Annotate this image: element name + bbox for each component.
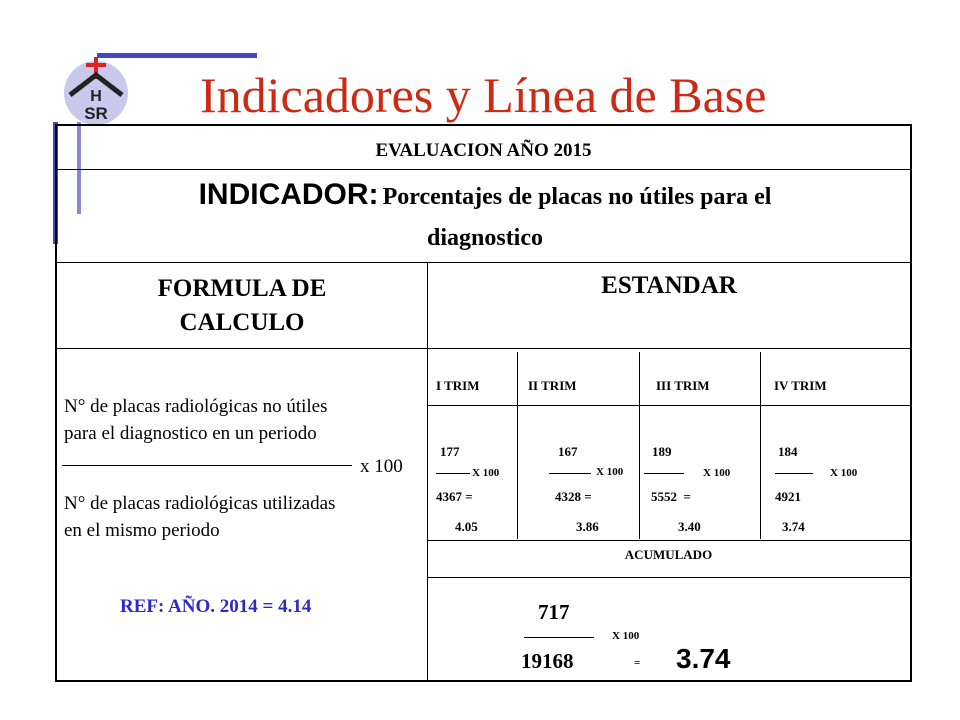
formula-numerator-line2: para el diagnostico en un periodo: [64, 423, 317, 444]
q2-fraction-line: [549, 473, 591, 474]
quarter-divider: [639, 352, 640, 539]
q3-numerator: 189: [652, 444, 672, 459]
quarter-label-1: I TRIM: [436, 378, 480, 393]
accumulated-multiplier: X 100: [612, 630, 640, 642]
page-title: Indicadores y Línea de Base: [200, 67, 767, 123]
accumulated-result: 3.74: [676, 643, 731, 674]
q4-numerator: 184: [778, 444, 798, 459]
formula-numerator-line1: N° de placas radiológicas no útiles: [64, 396, 328, 417]
q2-multiplier: X 100: [596, 466, 624, 478]
column-header-standard: ESTANDAR: [601, 272, 737, 299]
accumulated-label: ACUMULADO: [624, 547, 713, 562]
divider: [57, 262, 910, 263]
formula-fraction-line: [62, 465, 352, 466]
q1-numerator: 177: [440, 444, 460, 459]
divider: [427, 405, 910, 406]
divider: [427, 577, 910, 578]
quarter-label-3: III TRIM: [656, 378, 710, 393]
column-header-formula: [57, 272, 427, 340]
q1-fraction-line: [436, 473, 470, 474]
quarter-label-4: IV TRIM: [774, 378, 827, 393]
accumulated-fraction-line: [524, 637, 594, 638]
quarter-label-2: II TRIM: [528, 378, 577, 393]
evaluation-year: EVALUACION AÑO 2015: [375, 140, 592, 161]
q2-numerator: 167: [558, 444, 578, 459]
divider: [427, 540, 910, 541]
svg-text:SR: SR: [84, 104, 108, 123]
q3-multiplier: X 100: [703, 467, 731, 479]
q1-denominator: 4367 =: [436, 489, 473, 504]
column-divider: [427, 262, 428, 680]
q4-denominator: 4921: [775, 489, 801, 504]
quarter-divider: [760, 352, 761, 539]
indicator-heading: [70, 176, 900, 260]
q2-denominator: 4328 =: [555, 489, 592, 504]
svg-text:H: H: [90, 88, 102, 105]
accumulated-numerator: 717: [538, 600, 570, 624]
indicator-label: INDICADOR:: [198, 178, 379, 211]
q4-fraction-line: [775, 473, 813, 474]
q2-result: 3.86: [576, 519, 599, 534]
divider: [57, 169, 910, 170]
reference-value: REF: AÑO. 2014 = 4.14: [120, 596, 312, 617]
indicator-text-line2: diagnostico: [426, 225, 543, 251]
q3-result: 3.40: [678, 519, 701, 534]
formula-numerator: [64, 393, 328, 447]
q3-fraction-line: [644, 473, 684, 474]
quarter-divider: [517, 352, 518, 539]
formula-denominator-line2: en el mismo periodo: [64, 520, 220, 541]
q4-result: 3.74: [782, 519, 805, 534]
column-header-formula-line2: CALCULO: [179, 309, 305, 336]
q3-denominator: 5552 =: [651, 489, 691, 504]
indicator-text: Porcentajes de placas no útiles para el: [382, 184, 772, 210]
formula-denominator-line1: N° de placas radiológicas utilizadas: [64, 493, 336, 514]
formula-multiplier: x 100: [360, 456, 403, 477]
q1-result: 4.05: [455, 519, 478, 534]
column-header-formula-line1: FORMULA DE: [157, 275, 327, 302]
hospital-logo: [60, 55, 132, 127]
q1-multiplier: X 100: [472, 467, 500, 479]
accumulated-denominator: 19168: [521, 649, 574, 673]
accumulated-equals: =: [634, 657, 641, 669]
q4-multiplier: X 100: [830, 467, 858, 479]
divider: [57, 348, 910, 349]
formula-denominator: [64, 490, 335, 544]
